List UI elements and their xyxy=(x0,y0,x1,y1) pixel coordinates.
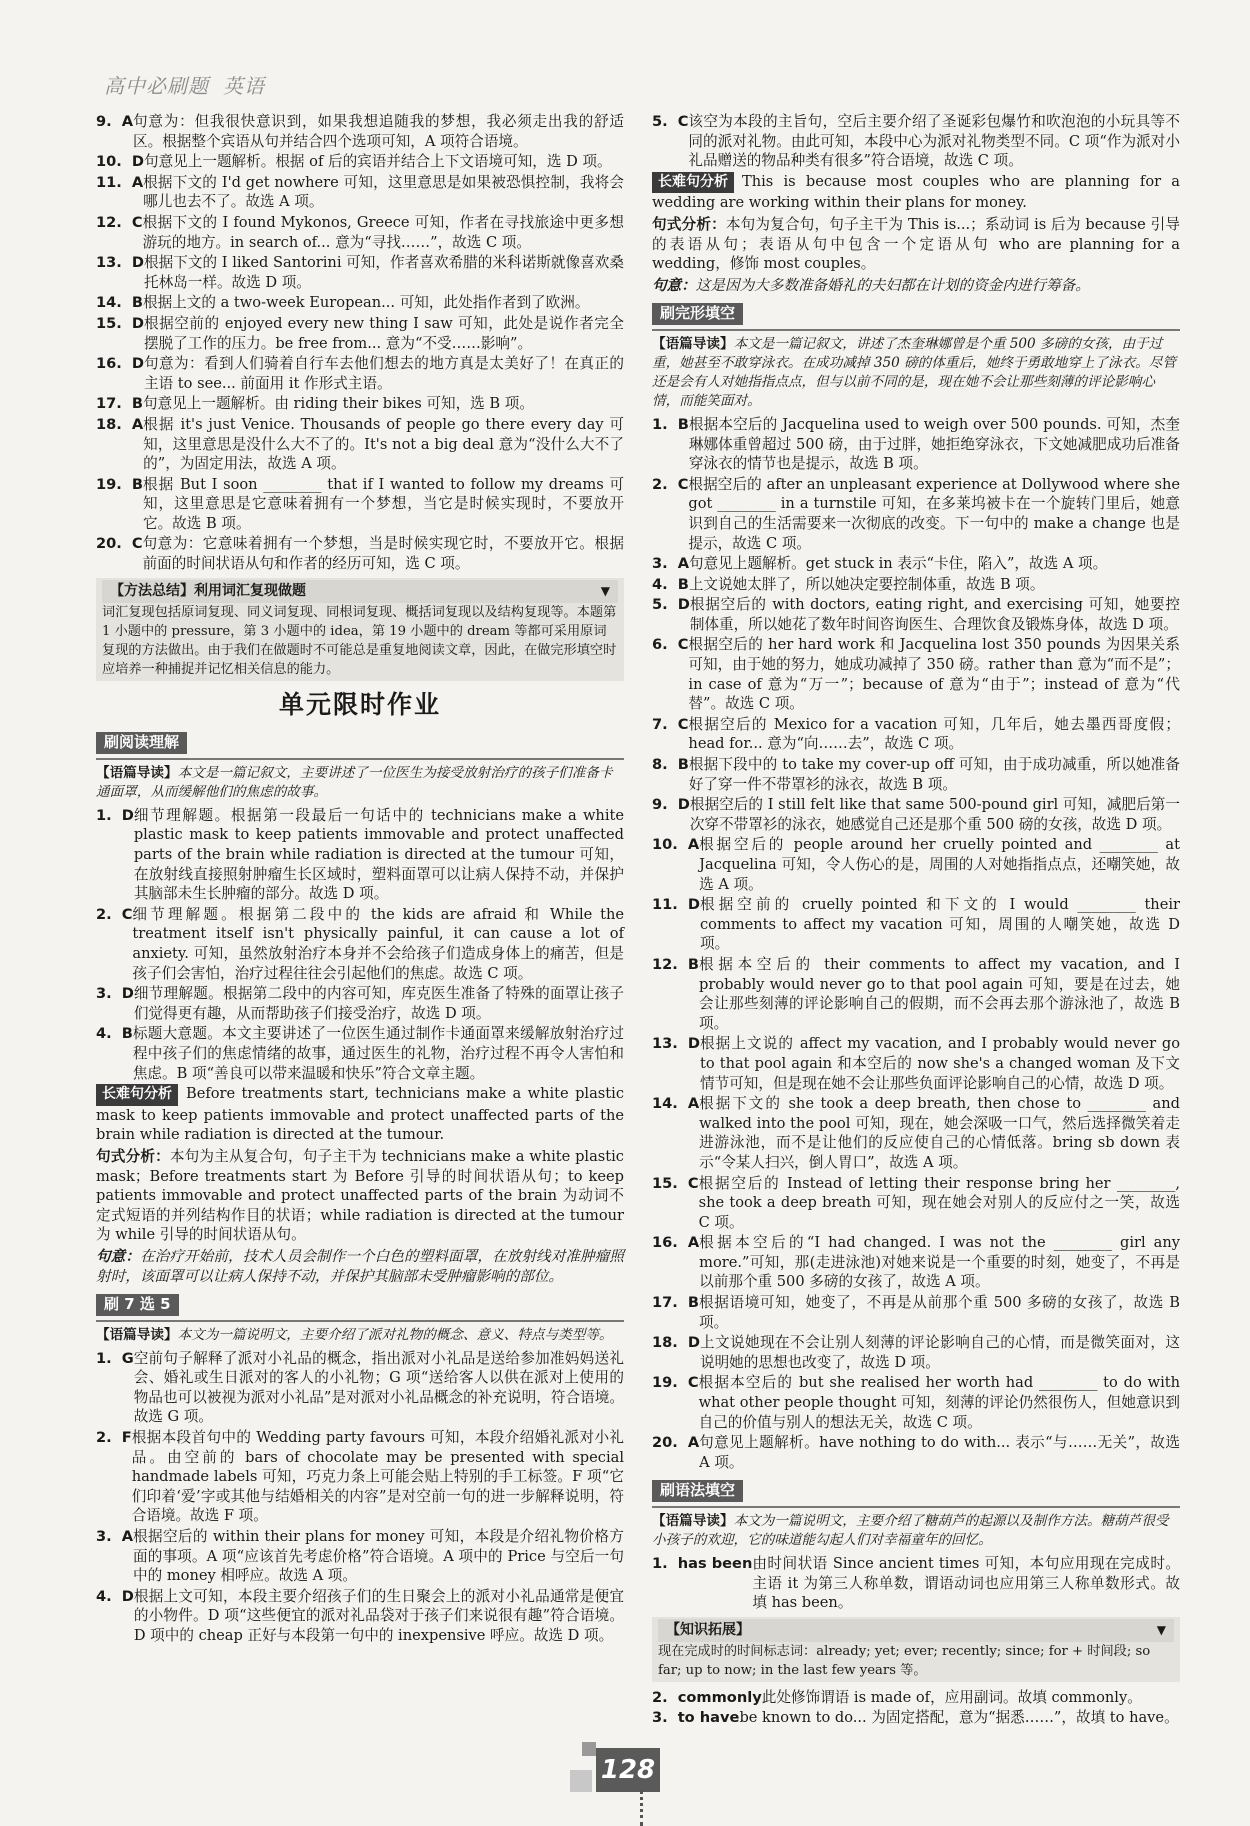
answer-item xyxy=(652,1174,1180,1233)
answer-explanation: 空前句子解释了派对小礼品的概念，指出派对小礼品是送给参加准妈妈送礼会、婚礼或生日派对的客人的小礼物；G 项“送给客人以供在派对上使用的物品也可以被视为派对小礼品”是对派对小礼品概念的补充说明，符合语境。故选 G 项。 xyxy=(133,1349,624,1426)
answer-item xyxy=(96,1349,624,1427)
answer-key: 11. A xyxy=(96,173,144,191)
unit-title: 单元限时作业 xyxy=(278,689,441,719)
answer-item xyxy=(652,955,1180,1033)
answer-item xyxy=(652,895,1180,954)
grammar-section-label: 刷语法填空 xyxy=(652,1480,743,1502)
reading-sentence-meaning: 句意：在治疗开始前，技术人员会制作一个白色的塑料面罩，在放射线对准肿瘤照射时，该面罩可以让病人保持不动，并保护其脑部未受肿瘤影响的部位。 xyxy=(96,1247,624,1285)
answer-key: 20. A xyxy=(652,1434,700,1452)
cloze-answer-list xyxy=(652,415,1180,1472)
answer-item xyxy=(652,1433,1180,1472)
answer-key: 16. A xyxy=(652,1234,700,1252)
answer-item xyxy=(652,635,1180,713)
answer-item xyxy=(96,314,624,353)
answer-explanation: 细节理解题。根据第二段中的 the kids are afraid 和 While the treatment itself isn't physically painful, it can cause a lot of anxiety. 可知，虽然放射治疗本身并不会给孩子们造成身体上的痛苦，但是孩子们会害怕，治疗过程往往会引起他们的焦虑。故选 C 项。 xyxy=(132,905,624,982)
answer-explanation: 句意为：它意味着拥有一个梦想，当是时候实现它时，不要放开它。根据前面的时间状语从句和作者的经历可知，选 C 项。 xyxy=(142,535,624,573)
answer-key: 1. B xyxy=(652,415,689,433)
answer-explanation: 根据 it's just Venice. Thousands of people go there every day 可知，这里意思是没什么大不了的。It's not a big deal 意为“没什么大不了的”，为固定用法，故选 A 项。 xyxy=(143,415,624,473)
answer-item xyxy=(96,534,624,573)
answer-key: 3. A xyxy=(96,1528,133,1546)
answer-explanation: 根据空后的 Instead of letting their response bring her ________, she took a deep breath 可知，现在她会对别人的反应付之一笑，故选 C 项。 xyxy=(698,1174,1180,1231)
answer-key: 17. B xyxy=(652,1294,699,1312)
answer-explanation: 根据下文的 I found Mykonos, Greece 可知，作者在寻找旅途中更多想游玩的地方。in search of... 意为“寻找……”，故选 C 项。 xyxy=(142,213,624,251)
answer-explanation: 根据下段中的 to take my cover-up off 可知，由于成功减重，所以她准备好了穿一件不带罩衫的泳衣，故选 B 项。 xyxy=(688,756,1180,793)
answer-key: 13. D xyxy=(652,1035,700,1053)
answer-key: 14. A xyxy=(652,1095,700,1113)
answer-explanation: 根据空后的 within their plans for money 可知，本段是介绍礼物价格方面的事项。A 项“应该首先考虑价格”符合语境。A 项中的 Price 与空后一句中的 money 相呼应。故选 A 项。 xyxy=(133,1528,624,1585)
answer-item xyxy=(652,835,1180,894)
answer-item xyxy=(652,1373,1180,1432)
answer-explanation: 句意见上题解析。get stuck in 表示“卡住，陷入”，故选 A 项。 xyxy=(689,555,1108,573)
left-column xyxy=(96,112,624,1647)
answer-key: 3. to have xyxy=(652,1709,740,1727)
method-summary-title: 【方法总结】利用词汇复现做题 ▼ xyxy=(102,580,618,603)
answer-item xyxy=(652,755,1180,794)
answer-item xyxy=(96,112,624,151)
answer-explanation: 根据本空后的 but she realised her worth had ________ to do with what other people thought 可知，刻薄的评论仍然很伤人，但她意识到自己的价值与别人的想法无关，故选 C 项。 xyxy=(698,1374,1180,1431)
answer-key: 1. D xyxy=(96,806,134,824)
decor-dots xyxy=(640,1790,649,1826)
answer-explanation: 根据空后的 with doctors, eating right, and exercising 可知，她要控制体重，所以她花了数年时间咨询医生、合理饮食及锻炼身体，故选 D 项。 xyxy=(689,596,1180,633)
answer-item xyxy=(652,595,1180,634)
answer-explanation: be known to do... 为固定搭配，意为“据悉……”，故填 to have。 xyxy=(739,1709,1179,1727)
answer-explanation: 根据上文的 a two-week European... 可知，此处指作者到了欧洲。 xyxy=(142,294,590,312)
answer-key: 6. C xyxy=(652,636,689,654)
answer-explanation: 根据 But I soon ________ that if I wanted to follow my dreams 可知，这里意思是它意味着拥有一个梦想，当它是时候实现时，不要放开它。故选 B 项。 xyxy=(142,475,624,532)
answer-item xyxy=(652,1333,1180,1372)
answer-item xyxy=(96,354,624,393)
answer-item xyxy=(96,213,624,252)
answer-explanation: 根据下文的 I'd get nowhere 可知，这里意思是如果被恐惧控制，我将会哪儿也去不了。故选 A 项。 xyxy=(143,173,624,211)
answer-key: 12. B xyxy=(652,955,699,973)
answer-key: 15. D xyxy=(96,314,144,332)
long-sentence-tag: 长难句分析 xyxy=(652,172,734,194)
answer-item xyxy=(652,1708,1180,1728)
answer-key: 19. C xyxy=(652,1374,699,1392)
knowledge-box xyxy=(652,1617,1180,1682)
answer-item xyxy=(652,575,1180,595)
answer-item xyxy=(96,415,624,474)
right-sentence-analysis: 句式分析：本句为复合句，句子主干为 This is...；系动词 is 后为 because 引导的表语从句；表语从句中包含一个定语从句 who are planning for a wedding，修饰 most couples。 xyxy=(652,215,1180,273)
answer-key: 7. C xyxy=(652,715,689,733)
answer-key: 20. C xyxy=(96,535,143,553)
reading-long-sentence: 长难句分析 Before treatments start, technicians make a white plastic mask to keep patients immovable and protect unaffected parts of the brain while radiation is directed at the tumour. xyxy=(96,1085,624,1144)
answer-key: 10. A xyxy=(652,836,700,854)
answer-key: 5. D xyxy=(652,596,690,614)
answer-key: 17. B xyxy=(96,395,143,413)
answer-key: 13. D xyxy=(96,254,144,272)
answer-key: 2. commonly xyxy=(652,1688,762,1706)
answer-item xyxy=(652,1094,1180,1172)
answer-item xyxy=(96,806,624,904)
reading-answer-list xyxy=(96,806,624,1083)
seven-guide: 【语篇导读】本文为一篇说明文，主要介绍了派对礼物的概念、意义、特点与类型等。 xyxy=(96,1326,613,1343)
right-column xyxy=(652,112,1180,1729)
answer-explanation: 根据空前的 cruelly pointed 和下文的 I would ________ their comments to affect my vacation 可知，周围的人嘲笑她，故选 D 项。 xyxy=(699,896,1180,953)
answer-explanation: 上文说她现在不会让别人刻薄的评论影响自己的心情，而是微笑面对，这说明她的思想也改变了，故选 D 项。 xyxy=(699,1334,1180,1371)
cloze-section-header xyxy=(652,299,1180,331)
answer-item xyxy=(96,1527,624,1586)
answer-item xyxy=(652,1688,1180,1708)
answer-item xyxy=(96,475,624,534)
answer-item xyxy=(96,293,624,313)
answer-explanation: 根据本空后的 Jacquelina used to weigh over 500 pounds. 可知，杰奎琳娜体重曾超过 500 磅，由于过胖，她拒绝穿泳衣，下文她减肥成功后准备穿泳衣的情节也是提示，故选 B 项。 xyxy=(688,415,1180,473)
decor-square xyxy=(570,1770,592,1792)
answer-item xyxy=(652,475,1180,553)
right-sentence-meaning: 句意：这是因为大多数准备婚礼的夫妇都在计划的资金内进行筹备。 xyxy=(652,276,1090,294)
answer-item xyxy=(652,715,1180,754)
answer-explanation: 根据空后的 Mexico for a vacation 可知，几年后，她去墨西哥度假；head for... 意为“向……去”，故选 C 项。 xyxy=(688,715,1180,753)
answer-explanation: 句意为：看到人们骑着自行车去他们想去的地方真是太美好了！在真正的主语 to see... 前面用 it 作形式主语。 xyxy=(143,355,624,392)
answer-explanation: 根据语境可知，她变了，不再是从前那个重 500 多磅的女孩了，故选 B 项。 xyxy=(698,1294,1180,1331)
grammar-answer-list-2 xyxy=(652,1688,1180,1728)
decor-square xyxy=(582,1742,596,1756)
answer-item xyxy=(652,415,1180,474)
running-header xyxy=(104,70,279,99)
cloze-guide: 【语篇导读】本文是一篇记叙文，讲述了杰奎琳娜曾是个重 500 多磅的女孩，由于过重，她甚至不敢穿泳衣。在成功减掉 350 磅的体重后，她终于勇敢地穿上了泳衣。尽管还是会有人对她指指点点，但与以前不同的是，现在她不会让那些刻薄的评论影响心情，而能笑面对。 xyxy=(652,335,1176,409)
reading-guide: 【语篇导读】本文是一篇记叙文，主要讲述了一位医生为接受放射治疗的孩子们准备卡通面罩，从而缓解他们的焦虑的故事。 xyxy=(96,764,613,800)
subject-name: 英语 xyxy=(223,74,265,98)
answer-explanation: 上文说她太胖了，所以她决定要控制体重，故选 B 项。 xyxy=(688,575,1045,593)
answer-explanation: 细节理解题。根据第一段最后一句话中的 technicians make a white plastic mask to keep patients immovable and protect unaffected parts of the brain while radiation is directed at the tumour 可知，在放射线直接照射肿瘤生长区域时，塑料面罩可以让病人保持不动，并保护其脑部未生长肿瘤的部分。故选 D 项。 xyxy=(133,806,624,903)
answer-key: 18. A xyxy=(96,415,144,433)
answer-explanation: 根据下文的 I liked Santorini 可知，作者喜欢希腊的米科诺斯就像喜欢桑托林岛一样。故选 D 项。 xyxy=(143,254,624,291)
answer-key: 3. A xyxy=(652,555,689,573)
answer-item xyxy=(96,152,624,172)
answer-item xyxy=(96,1428,624,1526)
seven-section-header xyxy=(96,1290,624,1322)
answer-explanation: 根据上文说的 affect my vacation, and I probably would never go to that pool again 和本空后的 now she's a changed woman 及下文情节可知，但是现在她不会让那些负面评论影响自己的心情，故选 D 项。 xyxy=(699,1035,1180,1092)
right-long-sentence: 长难句分析 This is because most couples who are planning for a wedding are working within their plans for money. xyxy=(652,172,1180,212)
answer-explanation: 根据空后的 after an unpleasant experience at Dollywood where she got ________ in a turnstile 可知，在多莱坞被卡在一个旋转门里后，她意识到自己的生活需要来一次彻底的改变。下一句中的 make a change 也是提示，故选 C 项。 xyxy=(688,475,1180,552)
knowledge-box-title: 【知识拓展】 ▼ xyxy=(658,1619,1174,1642)
long-sentence-tag: 长难句分析 xyxy=(96,1084,178,1106)
answer-explanation: 根据空后的 people around her cruelly pointed and ________ at Jacquelina 可知，令人伤心的是，周围的人对她指指点点，还嘲笑她，故选 A 项。 xyxy=(699,836,1180,893)
answer-item xyxy=(96,984,624,1023)
answer-key: 4. D xyxy=(96,1587,134,1605)
answer-item xyxy=(96,1587,624,1646)
answer-item xyxy=(96,253,624,292)
answer-explanation: 句意见上一题解析。根据 of 后的宾语并结合上下文语境可知，选 D 项。 xyxy=(143,153,612,171)
answer-item xyxy=(652,1554,1180,1613)
seven-section-label: 刷 7 选 5 xyxy=(96,1294,179,1316)
answer-key: 9. D xyxy=(652,796,690,814)
method-summary-box xyxy=(96,578,624,681)
answer-item: 5. C 该空为本段的主旨句，空后主要介绍了圣诞彩包爆竹和吹泡泡的小玩具等不同的派对礼物。由此可知，本段中心为派对礼物类型不同。C 项“作为派对小礼品赠送的物品种类有很多”符合语境，故选 C 项。 xyxy=(652,113,1180,170)
answer-item xyxy=(96,394,624,414)
answer-item xyxy=(652,1034,1180,1093)
answer-key: 4. B xyxy=(96,1025,133,1043)
answer-item xyxy=(96,905,624,983)
grammar-section-header xyxy=(652,1476,1180,1508)
answer-explanation: 由时间状语 Since ancient times 可知，本句应用现在完成时。主语 it 为第三人称单数，谓语动词也应用第三人称单数形式。故填 has been。 xyxy=(752,1555,1180,1612)
answer-explanation: 根据空前的 enjoyed every new thing I saw 可知，此处是说作者完全摆脱了工作的压力。be free from... 意为“不受……影响”。 xyxy=(143,314,624,352)
answer-key: 9. A xyxy=(96,113,133,130)
answer-item xyxy=(652,795,1180,834)
collapse-triangle-icon: ▼ xyxy=(600,583,610,598)
answer-explanation: 细节理解题。根据第二段中的内容可知，库克医生准备了特殊的面罩让孩子们觉得更有趣，从而帮助孩子们接受治疗，故选 D 项。 xyxy=(133,985,624,1022)
reading-section-header xyxy=(96,728,624,760)
answer-key: 16. D xyxy=(96,355,144,373)
reading-sentence-analysis: 句式分析：本句为主从复合句，句子主干为 technicians make a white plastic mask；Before treatments start 为 Before 引导的时间状语从句；to keep patients immovable and protect unaffected parts of the brain 为动词不定式短语的并列结构作目的状语；while radiation is directed at the tumour 为 while 引导的时间状语从句。 xyxy=(96,1147,624,1244)
reading-section-label: 刷阅读理解 xyxy=(96,732,187,754)
answer-explanation: 根据下文的 she took a deep breath, then chose to ________ and walked into the pool 可知，现在，她会深吸一口气，然后选择微笑着走进游泳池，而不是让他们的反应使自己的心情低落。bring sb down 表示“令某人扫兴，倒人胃口”，故选 A 项。 xyxy=(699,1095,1180,1171)
answer-key: 2. C xyxy=(96,905,133,923)
answer-explanation: 根据本空后的“I had changed. I was not the ________ girl any more.”可知，那(走进泳池)对她来说是一个重要的时刻，她变了，不再是以前那个重 500 多磅的女孩了，故选 A 项。 xyxy=(699,1234,1180,1291)
answer-item xyxy=(652,1233,1180,1292)
answer-item xyxy=(96,1024,624,1083)
answer-key: 10. D xyxy=(96,153,144,171)
answer-explanation: 句意见上题解析。have nothing to do with... 表示“与……无关”，故选 A 项。 xyxy=(699,1434,1180,1471)
method-summary-text: 词汇复现包括原词复现、同义词复现、同根词复现、概括词复现以及结构复现等。本题第 1 小题中的 pressure，第 3 小题中的 idea，第 19 小题中的 dream 等都可采用原词复现的方法做出。由于我们在做题时不可能总是重复地阅读文章，因此，在做完形填空时应培养一种捕捉并记忆相关信息的能力。 xyxy=(102,604,617,677)
answer-key: 19. B xyxy=(96,475,143,493)
answer-key: 1. G xyxy=(96,1349,134,1367)
answer-explanation: 根据本段首句中的 Wedding party favours 可知，本段介绍婚礼派对小礼品。由空前的 bars of chocolate may be presented with special handmade labels 可知，巧克力条上可能会贴上特别的手工标签。F 项“它们印着‘爱’字或其他与结婚相关的内容”是对空前一句的进一步解释说明，符合语境。故选 F 项。 xyxy=(131,1429,624,1525)
answer-explanation: 根据本空后的 their comments to affect my vacation, and I probably would never go to that pool again 可知，要是在过去，她会让那些刻薄的评论影响自己的假期，而不会再去那个游泳池了，故选 B 项。 xyxy=(698,955,1180,1032)
book-title: 高中必刷题 xyxy=(104,74,209,98)
answer-key: 1. has been xyxy=(652,1555,753,1572)
answer-key: 14. B xyxy=(96,294,143,312)
answer-key: 8. B xyxy=(652,756,689,774)
answer-item xyxy=(96,173,624,212)
answer-key: 12. C xyxy=(96,213,143,231)
seven-answer-list xyxy=(96,1349,624,1646)
answer-list-part1 xyxy=(96,112,624,574)
answer-explanation: 标题大意题。本文主要讲述了一位医生通过制作卡通面罩来缓解放射治疗过程中孩子们的焦虑情绪的故事，通过医生的礼物，治疗过程不再令人害怕和焦虑。B 项“善良可以带来温暖和快乐”符合文章主题。 xyxy=(132,1025,624,1082)
grammar-answer-list xyxy=(652,1554,1180,1613)
answer-key: 3. D xyxy=(96,985,134,1003)
answer-explanation: 根据空后的 her hard work 和 Jacquelina lost 350 pounds 为因果关系可知，由于她的努力，她成功减掉了 350 磅。rather than 意为“而不是”；in case of 意为“万一”；because of 意为“由于”；instead of 意为“代替”。故选 C 项。 xyxy=(688,636,1180,713)
answer-key: 2. F xyxy=(96,1429,132,1447)
answer-explanation: 根据上文可知，本段主要介绍孩子们的生日聚会上的派对小礼品通常是便宜的小物件。D 项“这些便宜的派对礼品袋对于孩子们来说很有趣”符合语境。D 项中的 cheap 正好与本段第一句中的 inexpensive 呼应。故选 D 项。 xyxy=(133,1587,624,1644)
cloze-section-label: 刷完形填空 xyxy=(652,303,743,325)
answer-explanation: 句意为：但我很快意识到，如果我想追随我的梦想，我必须走出我的舒适区。根据整个宾语从句并结合四个选项可知，A 项符合语境。 xyxy=(133,113,624,150)
answer-key: 2. C xyxy=(652,475,689,493)
knowledge-box-text: 现在完成时的时间标志词：already; yet; ever; recently; since; for + 时间段; so far; up to now; in the last few years 等。 xyxy=(658,1643,1151,1678)
answer-explanation: 此处修饰谓语 is made of，应用副词。故填 commonly。 xyxy=(761,1688,1142,1706)
answer-explanation: 根据空后的 I still felt like that same 500-pound girl 可知，减肥后第一次穿不带罩衫的泳衣，她感觉自己还是那个重 500 磅的女孩，故选 D 项。 xyxy=(689,796,1180,833)
answer-key: 11. D xyxy=(652,896,700,914)
answer-explanation: 句意见上一题解析。由 riding their bikes 可知，选 B 项。 xyxy=(142,395,534,413)
collapse-triangle-icon: ▼ xyxy=(1156,1622,1166,1637)
answer-key: 18. D xyxy=(652,1334,700,1352)
grammar-guide: 【语篇导读】本文为一篇说明文，主要介绍了糖葫芦的起源以及制作方法。糖葫芦很受小孩子的欢迎，它的味道能勾起人们对幸福童年的回忆。 xyxy=(652,1513,1169,1548)
answer-key: 15. C xyxy=(652,1174,699,1192)
answer-key: 4. B xyxy=(652,575,689,593)
page-number: 128 xyxy=(596,1748,660,1792)
answer-item xyxy=(652,554,1180,574)
answer-item xyxy=(652,1293,1180,1332)
